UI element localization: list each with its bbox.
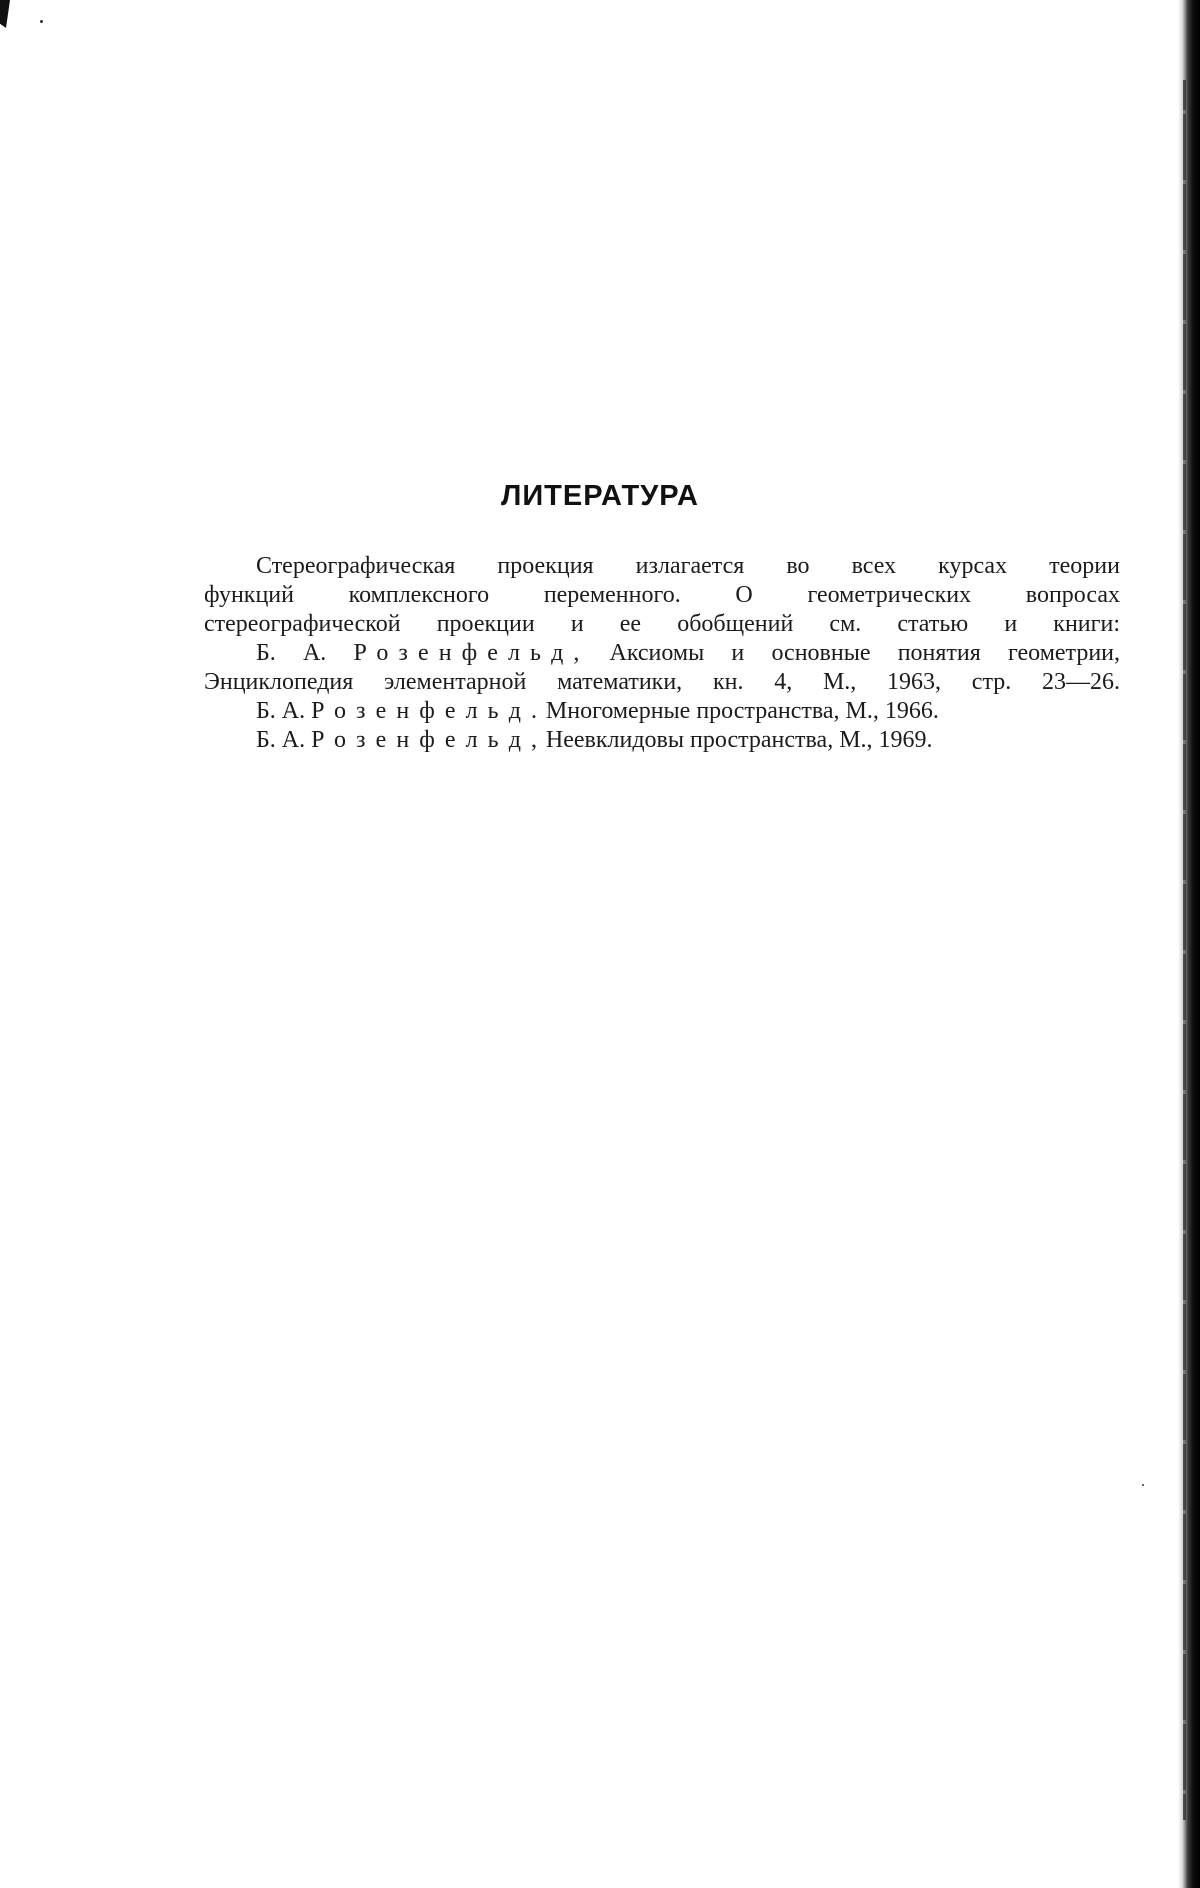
scan-edge-texture [1183, 80, 1186, 1820]
scan-speck [40, 20, 43, 23]
reference-title: Многомерные пространства, М., 1966. [545, 698, 939, 724]
reference-item-1 [204, 639, 1120, 668]
intro-paragraph-line [204, 610, 1120, 639]
reference-initials: Б. А. [256, 698, 306, 724]
scan-speck [1142, 1484, 1144, 1486]
reference-publication: Энциклопедия элементарной математики, кн. 4, М., 1963, стр. 23—26. [204, 669, 1120, 695]
intro-paragraph-line [204, 552, 1120, 581]
reference-author: Розенфельд, [311, 727, 548, 753]
intro-line-3: стереографической проекции и ее обобщений см. статью и книги: [204, 611, 1120, 637]
intro-paragraph-line [204, 581, 1120, 610]
reference-author: Розенфельд. [311, 698, 548, 724]
reference-initials: Б. А. [256, 727, 306, 753]
bibliography-section [204, 552, 1120, 755]
reference-title: Аксиомы и основные понятия геометрии, [609, 640, 1121, 666]
intro-line-2: функций комплексного переменного. О геометрических вопросах [204, 582, 1120, 608]
reference-item-1-continued [204, 668, 1120, 697]
intro-line-1: Стереографическая проекция излагается во всех курсах теории [256, 553, 1120, 579]
page-title: ЛИТЕРАТУРА [500, 480, 700, 512]
scan-artifact-corner [0, 0, 10, 28]
reference-author: Розенфельд, [353, 640, 590, 666]
reference-item-3 [204, 726, 1120, 755]
reference-initials: Б. А. [256, 640, 327, 666]
reference-title: Неевклидовы пространства, М., 1969. [545, 727, 933, 753]
reference-item-2 [204, 697, 1120, 726]
scan-edge-shadow [1178, 0, 1200, 1888]
